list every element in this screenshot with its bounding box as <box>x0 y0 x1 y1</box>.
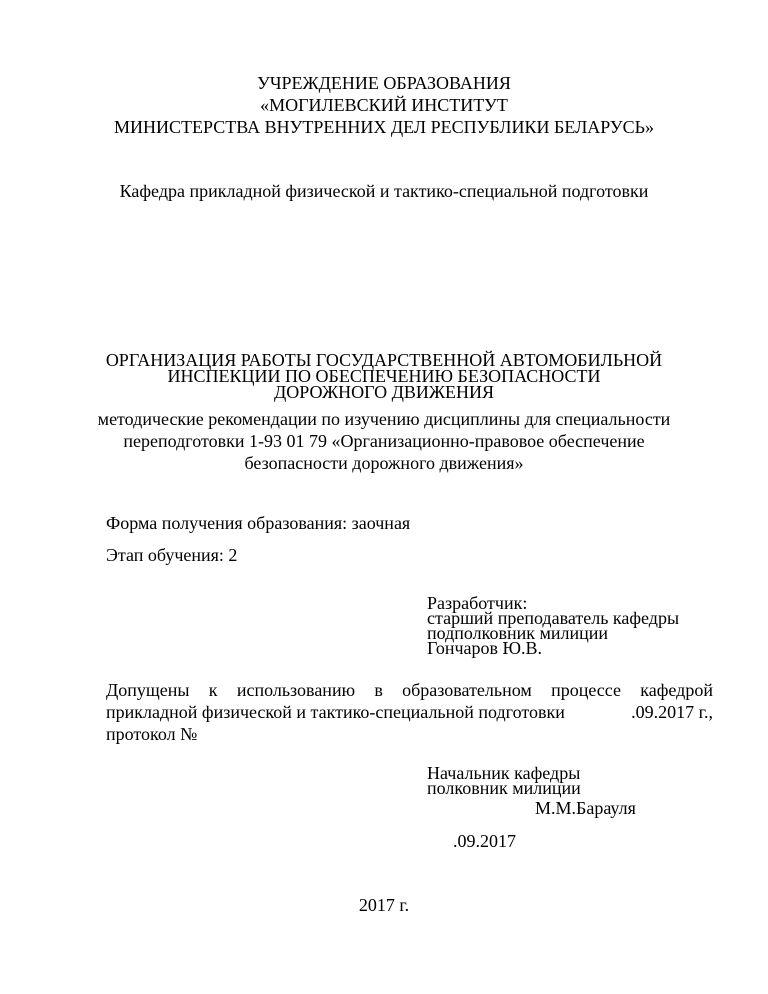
department-name: Кафедра прикладной физической и тактико-специальной подготовки <box>119 181 649 201</box>
approval-line-1 <box>106 681 713 699</box>
subtitle-line-3: безопасности дорожного движения» <box>244 453 524 473</box>
head-title: Начальник кафедры <box>427 763 581 783</box>
head-name: М.М.Барауля <box>535 798 636 818</box>
approval-word: использованию <box>236 680 356 700</box>
approval-word: образовательном <box>402 680 532 700</box>
developer-name: Гончаров Ю.В. <box>427 638 543 658</box>
document-year: 2017 г. <box>358 895 410 915</box>
title-line-1: ОРГАНИЗАЦИЯ РАБОТЫ ГОСУДАРСТВЕННОЙ АВТОМОБИЛЬНОЙ <box>105 350 663 370</box>
developer-rank: подполковник милиции <box>427 623 609 643</box>
subtitle-line-1: методические рекомендации по изучению дисциплины для специальности <box>97 409 671 429</box>
developer-position: старший преподаватель кафедры <box>427 608 680 628</box>
approval-word: кафедрой <box>640 680 713 700</box>
subtitle-line-2: переподготовки 1-93 01 79 «Организационно-правовое обеспечение <box>123 431 645 451</box>
approval-line-2 <box>106 703 713 721</box>
title-line-3: ДОРОЖНОГО ДВИЖЕНИЯ <box>273 382 495 402</box>
title-line-2: ИНСПЕКЦИИ ПО ОБЕСПЕЧЕНИЮ БЕЗОПАСНОСТИ <box>167 366 601 386</box>
approval-word: процессе <box>551 680 621 700</box>
approval-date: .09.2017 г., <box>631 702 713 722</box>
head-date: .09.2017 <box>453 831 516 851</box>
approval-protocol: протокол № <box>106 724 198 744</box>
institution-line-3: МИНИСТЕРСТВА ВНУТРЕННИХ ДЕЛ РЕСПУБЛИКИ БЕЛАРУСЬ» <box>114 117 654 137</box>
study-form: Форма получения образования: заочная <box>106 513 411 533</box>
approval-word: в <box>374 680 383 700</box>
head-rank: полковник милиции <box>427 778 581 798</box>
study-stage: Этап обучения: 2 <box>106 545 238 565</box>
approval-word: Допущены <box>106 680 190 700</box>
developer-label: Разработчик: <box>427 593 528 613</box>
institution-line-1: УЧРЕЖДЕНИЕ ОБРАЗОВАНИЯ <box>257 73 511 93</box>
institution-line-2: «МОГИЛЕВСКИЙ ИНСТИТУТ <box>260 95 508 115</box>
approval-word: к <box>208 680 218 700</box>
approval-department: прикладной физической и тактико-специальной подготовки <box>106 702 565 722</box>
